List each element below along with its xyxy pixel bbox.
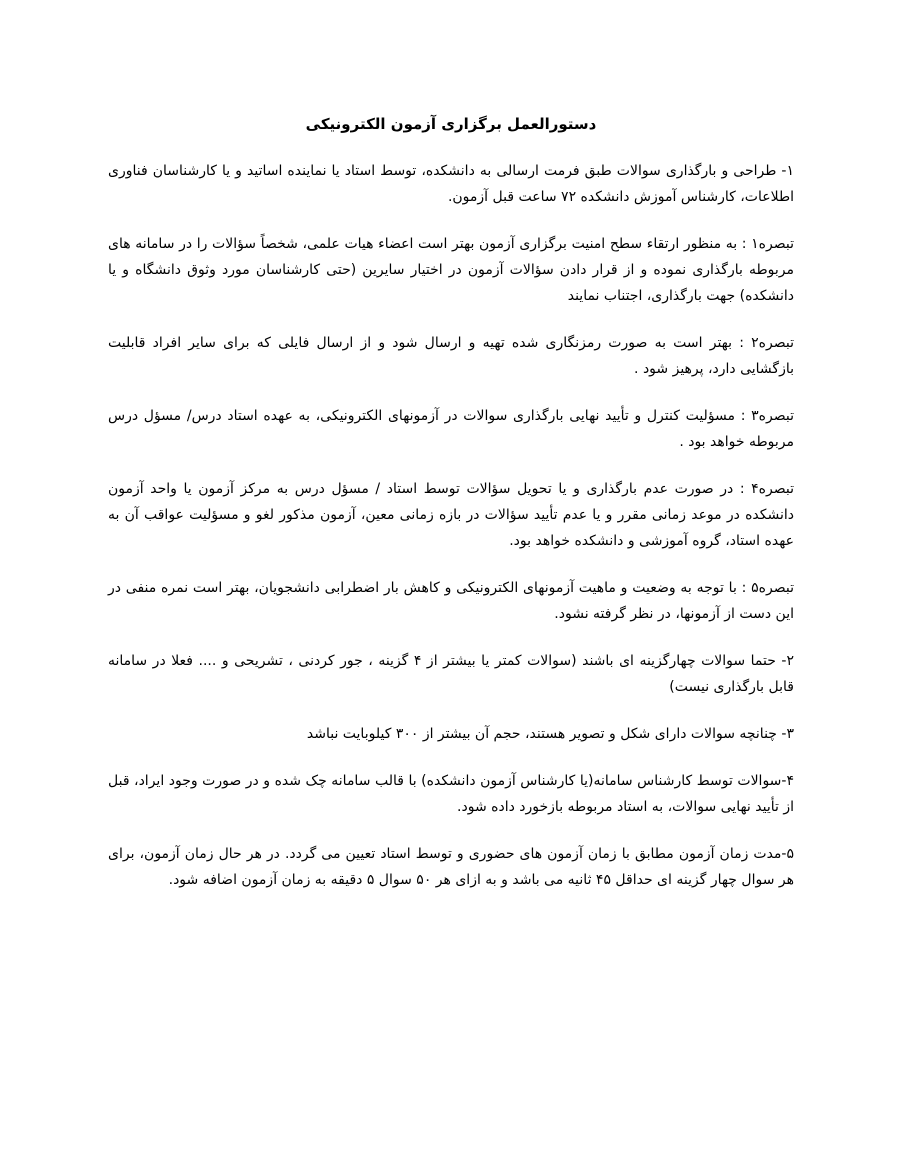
paragraph-item-2: ۲- حتما سوالات چهارگزینه ای باشند (سوالات کمتر یا بیشتر از ۴ گزینه ، جور کردنی ، تشریحی و .... فعلا در سامانه قابل بارگذاری نیست): [108, 653, 795, 695]
note-3: تبصره۳ : مسؤلیت کنترل و تأیید نهایی بارگذاری سوالات در آزمونهای الکترونیکی، به عهده استاد درس/ مسؤل درس مربوطه خواهد بود .: [108, 408, 794, 450]
document-body: [108, 112, 794, 914]
note-5: تبصره۵ : با توجه به وضعیت و ماهیت آزمونهای الکترونیکی و کاهش بار اضطرابی دانشجویان، بهتر است نمره منفی در این دست از آزمونها، در نظر گرفته نشود.: [108, 580, 794, 622]
note-1: تبصره۱ : به منظور ارتقاء سطح امنیت برگزاری آزمون بهتر است اعضاء هیات علمی، شخصاً سؤالات را در سامانه های مربوطه بارگذاری نموده و از قرار دادن سؤالات آزمون در اختیار سایرین (حتی کارشناسان مورد وثوق دانشگاه و یا دانشکده) جهت بارگذاری، اجتناب نمایند: [108, 236, 794, 304]
paragraph-item-1: ۱- طراحی و بارگذاری سوالات طبق فرمت ارسالی به دانشکده، توسط استاد یا نماینده اساتید و یا کارشناسان فناوری اطلاعات، کارشناس آموزش دانشکده ۷۲ ساعت قبل آزمون.: [108, 163, 794, 205]
paragraph-item-4: ۴-سوالات توسط کارشناس سامانه(یا کارشناس آزمون دانشکده) با قالب سامانه چک شده و در صورت وجود ایراد، قبل از تأیید نهایی سوالات، به استاد مربوطه بازخورد داده شود.: [108, 773, 794, 815]
note-2: تبصره۲ : بهتر است به صورت رمزنگاری شده تهیه و ارسال شود و از ارسال فایلی که برای سایر افراد قابلیت بازگشایی دارد، پرهیز شود .: [108, 335, 794, 377]
paragraph-item-5: ۵-مدت زمان آزمون مطابق با زمان آزمون های حضوری و توسط استاد تعیین می گردد. در هر حال زمان آزمون، برای هر سوال چهار گزینه ای حداقل ۴۵ ثانیه می باشد و به ازای هر ۵۰ سوال ۵ دقیقه به زمان آزمون اضافه شود.: [108, 846, 794, 888]
document-title: دستورالعمل برگزاری آزمون الکترونیکی: [305, 115, 597, 133]
paragraph-item-3: ۳- چنانچه سوالات دارای شکل و تصویر هستند، حجم آن بیشتر از ۳۰۰ کیلوبایت نباشد: [306, 726, 794, 742]
note-4: تبصره۴ : در صورت عدم بارگذاری و یا تحویل سؤالات توسط استاد / مسؤل درس به مرکز آزمون یا واحد آزمون دانشکده در موعد زمانی مقرر و یا عدم تأیید سؤالات در بازه زمانی معین، آزمون مذکور لغو و مسؤلیت عواقب آن به عهده استاد، گروه آموزشی و دانشکده خواهد بود.: [108, 481, 794, 549]
